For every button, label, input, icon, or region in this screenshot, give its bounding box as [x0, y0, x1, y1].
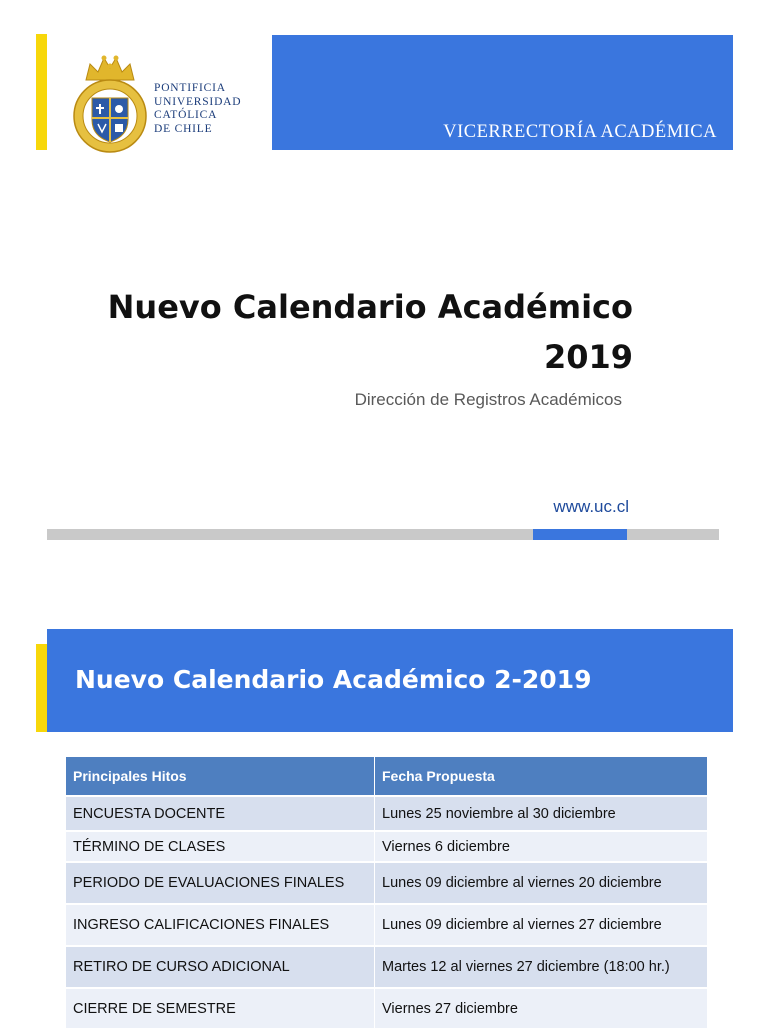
- university-logo: [70, 46, 250, 156]
- table-row: [66, 796, 708, 831]
- title-line-2: 2019: [543, 338, 633, 376]
- table-row: [66, 946, 708, 988]
- cell-hito: RETIRO DE CURSO ADICIONAL: [66, 946, 375, 988]
- cell-hito: PERIODO DE EVALUACIONES FINALES: [66, 862, 375, 904]
- university-name: [154, 82, 241, 136]
- vicerrectoria-label: VICERRECTORÍA ACADÉMICA: [443, 122, 717, 142]
- cell-fecha: Lunes 25 noviembre al 30 diciembre: [375, 796, 708, 831]
- subtitle: Dirección de Registros Académicos: [354, 390, 622, 409]
- cell-hito: TÉRMINO DE CLASES: [66, 831, 375, 862]
- column-header-fecha: Fecha Propuesta: [375, 757, 708, 796]
- section-header: [47, 629, 733, 732]
- logo-text-line-4: DE CHILE: [154, 122, 213, 135]
- table-row: [66, 988, 708, 1028]
- yellow-accent-bar: [36, 34, 47, 150]
- cell-fecha: Viernes 27 diciembre: [375, 988, 708, 1028]
- vicerrectoria-banner: [272, 35, 733, 150]
- section-title: Nuevo Calendario Académico 2-2019: [75, 665, 592, 694]
- milestones-table: [66, 757, 708, 1028]
- website-link[interactable]: www.uc.cl: [553, 497, 629, 516]
- logo-text-line-2: UNIVERSIDAD: [154, 95, 242, 108]
- logo-text-line-3: CATÓLICA: [154, 109, 218, 121]
- cell-fecha: Lunes 09 diciembre al viernes 27 diciembre: [375, 904, 708, 946]
- logo-text-line-1: PONTIFICIA: [154, 82, 226, 94]
- cell-fecha: Lunes 09 diciembre al viernes 20 diciembre: [375, 862, 708, 904]
- table-row: [66, 862, 708, 904]
- table-row: [66, 904, 708, 946]
- column-header-hitos: Principales Hitos: [66, 757, 375, 796]
- university-crest-icon: [70, 46, 150, 156]
- cell-fecha: Martes 12 al viernes 27 diciembre (18:00 hr.): [375, 946, 708, 988]
- cell-hito: ENCUESTA DOCENTE: [66, 796, 375, 831]
- yellow-accent-bar: [36, 644, 47, 732]
- cell-hito: CIERRE DE SEMESTRE: [66, 988, 375, 1028]
- cell-fecha: Viernes 6 diciembre: [375, 831, 708, 862]
- title-line-1: Nuevo Calendario Académico: [107, 288, 633, 326]
- table-header-row: [66, 757, 708, 796]
- table-row: [66, 831, 708, 862]
- cell-hito: INGRESO CALIFICACIONES FINALES: [66, 904, 375, 946]
- page-title: [100, 282, 633, 382]
- divider-accent: [533, 529, 627, 540]
- calendar-slide: [0, 600, 768, 1024]
